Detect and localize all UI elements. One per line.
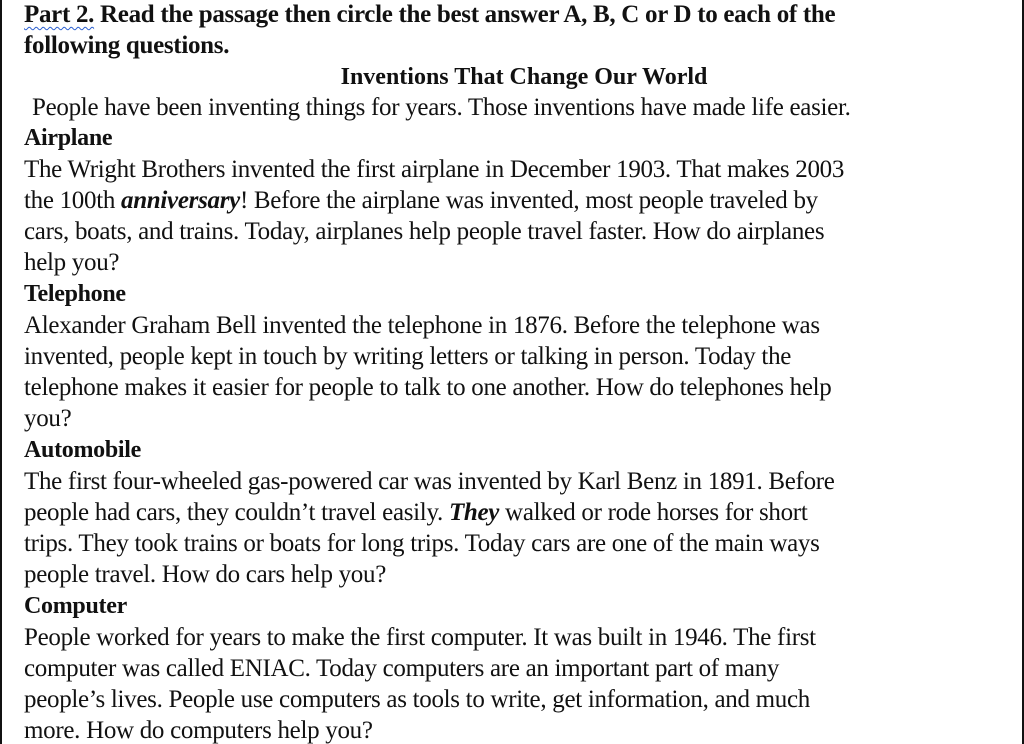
section-heading-automobile: Automobile [24,437,142,463]
section-heading-airplane: Airplane [24,125,113,151]
text-run: ! Before the airplane was invented, most people traveled by [239,187,818,214]
section-heading-computer: Computer [24,593,127,619]
part-label: Part 2. [24,1,95,28]
airplane-line-3: cars, boats, and trains. Today, airplanes help people travel faster. How do airplanes [24,218,825,245]
text-run: the 100th [24,187,121,214]
telephone-line-1: Alexander Graham Bell invented the telephone in 1876. Before the telephone was [24,312,820,339]
automobile-line-1: The first four-wheeled gas-powered car was invented by Karl Benz in 1891. Before [24,468,835,495]
airplane-line-2 [24,186,818,216]
telephone-line-3: telephone makes it easier for people to talk to one another. How do telephones help [24,374,832,401]
airplane-line-4: help you? [24,249,120,276]
automobile-line-3: trips. They took trains or boats for long trips. Today cars are one of the main ways [24,530,820,557]
computer-line-3: people’s lives. People use computers as tools to write, get information, and much [24,686,810,713]
text-run: walked or rode horses for short [499,499,808,526]
computer-line-2: computer was called ENIAC. Today computers are an important part of many [24,655,780,682]
instruction-line-1 [24,0,835,30]
computer-line-4: more. How do computers help you? [24,717,373,744]
highlighted-word-anniversary: anniversary [121,187,240,214]
instruction-line-2: following questions. [24,32,230,59]
intro-paragraph: People have been inventing things for years. Those inventions have made life easier. [32,94,851,121]
instruction-text: Read the passage then circle the best answer A, B, C or D to each of the [94,1,836,28]
passage-title: Inventions That Change Our World [340,64,708,90]
airplane-line-1: The Wright Brothers invented the first airplane in December 1903. That makes 2003 [24,156,845,183]
automobile-line-4: people travel. How do cars help you? [24,561,386,588]
telephone-line-4: you? [24,405,72,432]
section-heading-telephone: Telephone [24,281,126,307]
computer-line-1: People worked for years to make the first computer. It was built in 1946. The first [24,624,816,651]
text-run: people had cars, they couldn’t travel easily. [24,499,449,526]
automobile-line-2 [24,498,807,528]
telephone-line-2: invented, people kept in touch by writing letters or talking in person. Today the [24,343,792,370]
highlighted-word-they: They [448,499,500,526]
